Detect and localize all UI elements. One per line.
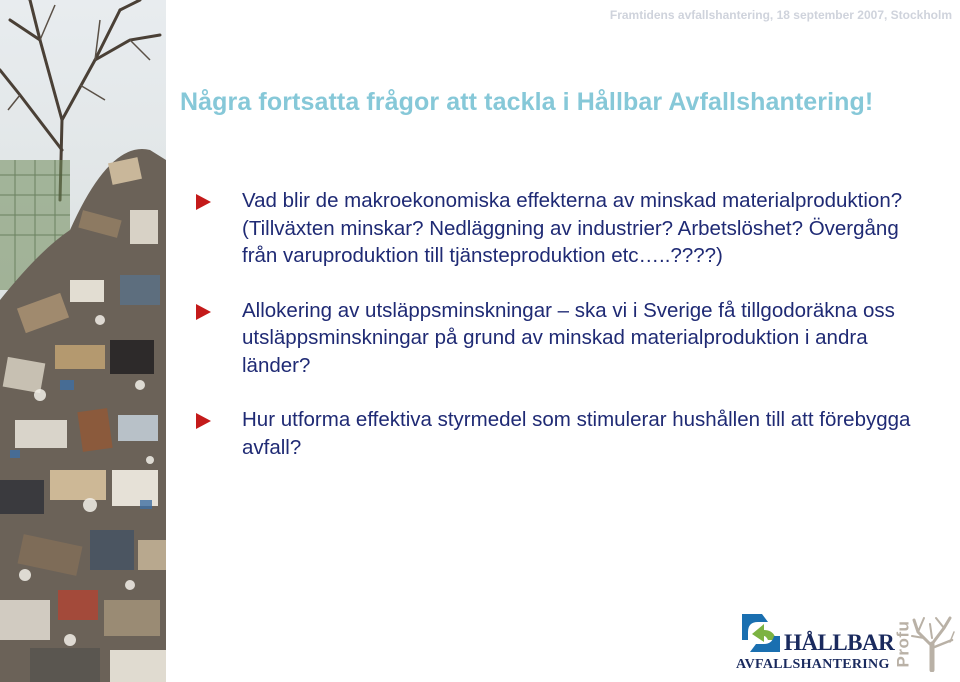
- triangle-right-icon: [196, 194, 211, 210]
- triangle-right-icon: [196, 413, 211, 429]
- bullet-item: [196, 406, 936, 461]
- recycle-arrows-icon: [738, 610, 784, 656]
- header-text: Framtidens avfallshantering, 18 september 2007, Stockholm: [609, 8, 952, 22]
- bullet-text: Vad blir de makroekonomiska effekterna av minskad materialproduktion? (Tillväxten minskar? Nedläggning av industrier? Arbetslöshet? Övergång från varuproduktion till tjänsteproduktion etc…..????): [242, 189, 903, 267]
- logo-text-hallbar: HÅLLBAR: [784, 630, 895, 655]
- bullet-list: [196, 187, 936, 461]
- logo-text-avfallshantering: AVFALLSHANTERING: [736, 657, 890, 672]
- waste-pile-photo: [0, 0, 166, 682]
- bullet-text: Hur utforma effektiva styrmedel som stimulerar hushållen till att förebygga avfall?: [242, 408, 911, 459]
- bullet-item: [196, 187, 936, 270]
- triangle-right-icon: [196, 304, 211, 320]
- bullet-text: Allokering av utsläppsminskningar – ska vi i Sverige få tillgodoräkna oss utsläppsminskningar på grund av minskad materialproduktion i andra länder?: [242, 298, 895, 377]
- hallbar-avfallshantering-logo: [736, 608, 895, 674]
- profu-logo: [886, 612, 958, 674]
- tree-icon: [910, 614, 956, 672]
- slide-title: Några fortsatta frågor att tackla i Hållbar Avfallshantering!: [180, 88, 874, 116]
- bullet-item: [196, 297, 936, 380]
- profu-logo-text: Profu: [893, 620, 913, 668]
- waste-pile-illustration: [0, 0, 166, 682]
